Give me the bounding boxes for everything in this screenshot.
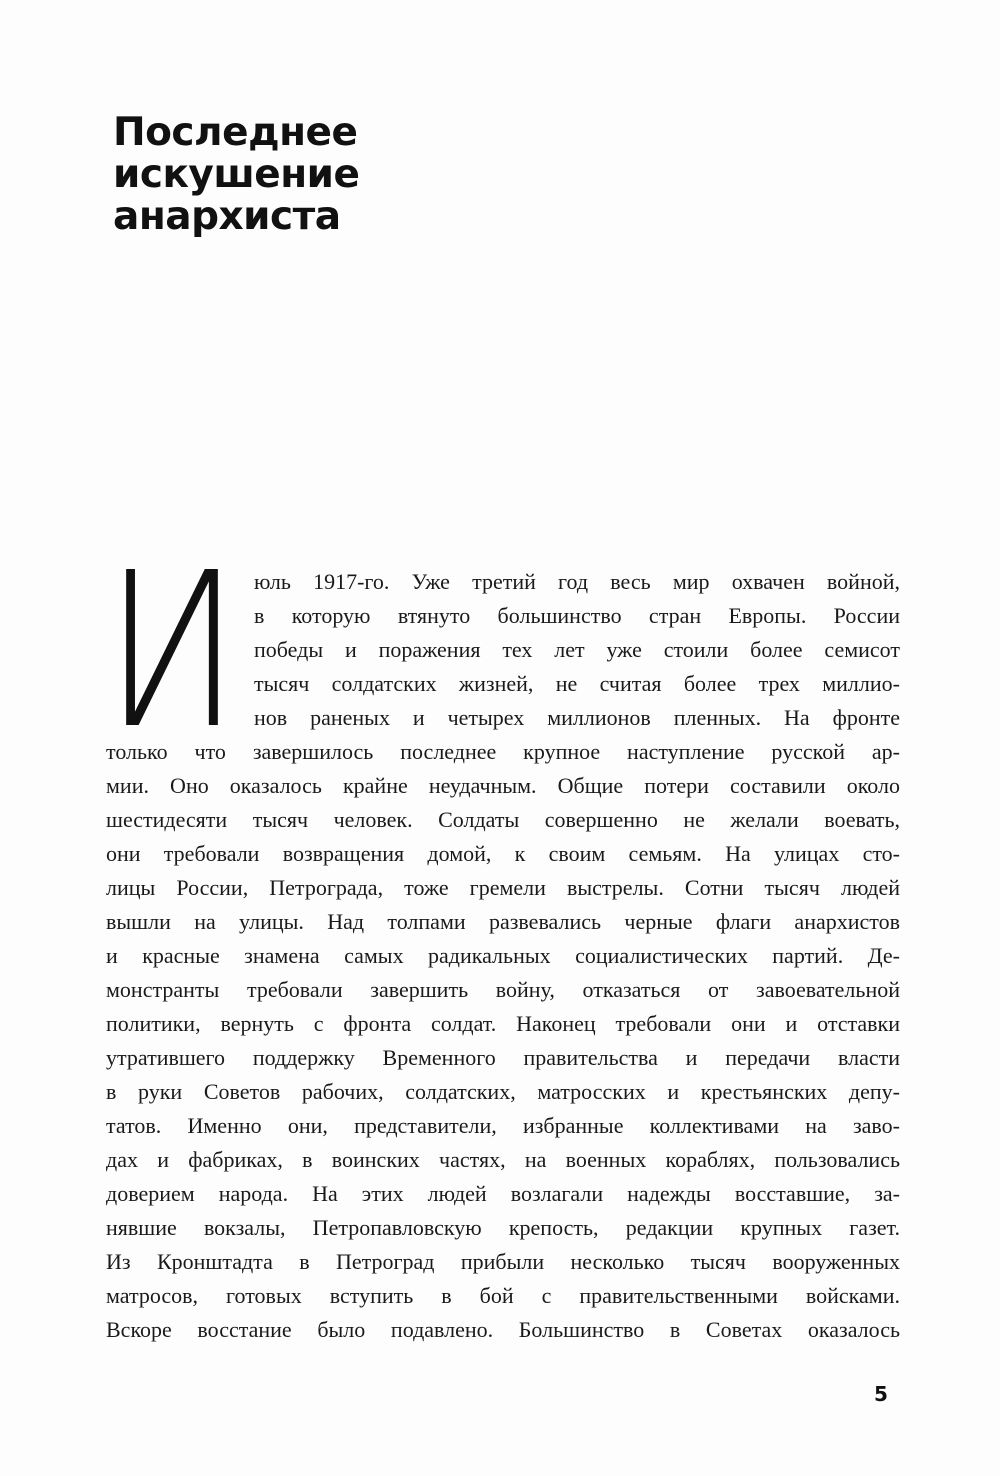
paragraph-line-6: только что завершилось последнее крупное наступление русской ар- <box>106 739 900 764</box>
paragraph-line-3: победы и поражения тех лет уже стоили более семисот <box>254 637 900 662</box>
paragraph-line-15: утратившего поддержку Временного правительства и передачи власти <box>106 1045 900 1070</box>
paragraph-line-11: вышли на улицы. Над толпами развевались черные флаги анархистов <box>106 909 900 934</box>
paragraph-line-10: лицы России, Петрограда, тоже гремели выстрелы. Сотни тысяч людей <box>106 875 900 900</box>
chapter-title <box>113 112 513 238</box>
paragraph-line-2: в которую втянуто большинство стран Европы. России <box>254 603 900 628</box>
paragraph-line-13: монстранты требовали завершить войну, отказаться от завоевательной <box>106 977 900 1002</box>
page-number: 5 <box>874 1382 888 1406</box>
chapter-title-line-1: Последнее <box>113 110 358 155</box>
paragraph-line-23: Вскоре восстание было подавлено. Большинство в Советах оказалось <box>106 1317 900 1342</box>
body-text <box>104 527 900 1347</box>
paragraph-line-14: политики, вернуть с фронта солдат. Наконец требовали они и отставки <box>106 1011 900 1036</box>
paragraph-line-19: доверием народа. На этих людей возлагали надежды восставшие, за- <box>106 1181 900 1206</box>
paragraph-line-16: в руки Советов рабочих, солдатских, матросских и крестьянских депу- <box>106 1079 900 1104</box>
paragraph-line-8: шестидесяти тысяч человек. Солдаты совершенно не желали воевать, <box>106 807 900 832</box>
paragraph-line-12: и красные знамена самых радикальных социалистических партий. Де- <box>106 943 900 968</box>
drop-cap <box>104 527 240 776</box>
chapter-title-line-2: искушение <box>113 152 360 197</box>
paragraph-line-17: татов. Именно они, представители, избранные коллективами на заво- <box>106 1113 900 1138</box>
paragraph-line-4: тысяч солдатских жизней, не считая более трех миллио- <box>254 671 900 696</box>
paragraph-line-9: они требовали возвращения домой, к своим семьям. На улицах сто- <box>106 841 900 866</box>
paragraph-line-1: юль 1917-го. Уже третий год весь мир охвачен войной, <box>254 569 900 594</box>
paragraph-line-18: дах и фабриках, в воинских частях, на военных кораблях, пользовались <box>106 1147 900 1172</box>
paragraph-line-5: нов раненых и четырех миллионов пленных. На фронте <box>254 705 900 730</box>
paragraph-line-21: Из Кронштадта в Петроград прибыли несколько тысяч вооруженных <box>106 1249 900 1274</box>
drop-cap-letter: И <box>104 527 240 776</box>
chapter-title-line-3: анархиста <box>113 194 341 239</box>
paragraph-line-7: мии. Оно оказалось крайне неудачным. Общие потери составили около <box>106 773 900 798</box>
paragraph-line-22: матросов, готовых вступить в бой с правительственными войсками. <box>106 1283 900 1308</box>
paragraph-line-20: нявшие вокзалы, Петропавловскую крепость, редакции крупных газет. <box>106 1215 900 1240</box>
